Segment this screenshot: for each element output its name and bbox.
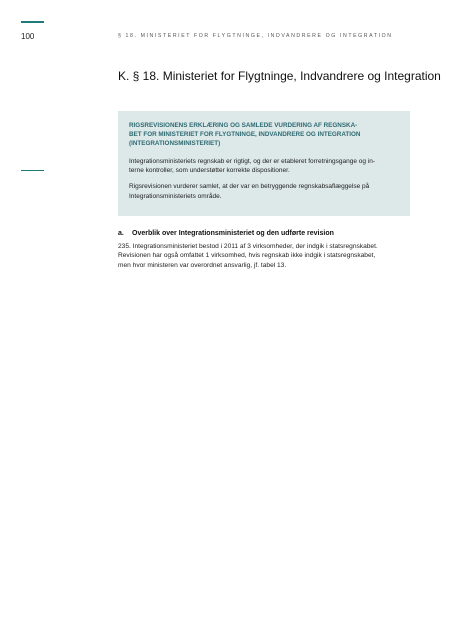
conclusion-heading-line: (INTEGRATIONSMINISTERIET) [129,140,221,148]
conclusion-heading-line: BET FOR MINISTERIET FOR FLYGTNINGE, INDVANDRERE OG INTEGRATION [129,131,361,139]
conclusion-box [118,111,410,216]
header-accent-bar [21,21,44,23]
page-title: K. § 18. Ministeriet for Flygtninge, Indvandrere og Integration [118,69,441,83]
conclusion-paragraph-assessment [129,182,400,201]
paragraph-line: Integrationsministeriets regnskab er rigtigt, og der er etableret forretningsgange og in- [129,157,376,165]
paragraph-line: Revisionen har også omfattet 1 virksomhed, hvis regnskab ikke indgik i statsregnskabet, [118,252,376,260]
paragraph-line: Integrationsministeriets område. [129,192,222,200]
paragraph-line: Rigsrevisionen vurderer samlet, at der var en betryggende regnskabsaflæggelse på [129,183,370,191]
margin-accent-bar [21,170,44,171]
section-heading-overview [118,230,418,237]
page-number: 100 [21,32,35,41]
section-letter: a. [118,230,124,237]
paragraph-line: terne kontroller, som understøtter korrekte dispositioner. [129,166,290,174]
conclusion-heading [129,121,400,149]
paragraph-line: 235. Integrationsministeriet bestod i 2011 af 3 virksomheder, der indgik i statsregnskabet. [118,243,378,250]
section-heading-text: Overblik over Integrationsministeriet og den udførte revision [132,230,334,237]
conclusion-heading-line: RIGSREVISIONENS ERKLÆRING OG SAMLEDE VURDERING AF REGNSKA- [129,122,358,129]
running-header: § 18. MINISTERIET FOR FLYGTNINGE, INDVANDRERE OG INTEGRATION [118,33,393,39]
paragraph-line: men hvor ministeren var overordnet ansvarlig, jf. tabel 13. [118,261,287,269]
paragraph-235 [118,242,418,270]
conclusion-paragraph-accounts [129,157,400,176]
